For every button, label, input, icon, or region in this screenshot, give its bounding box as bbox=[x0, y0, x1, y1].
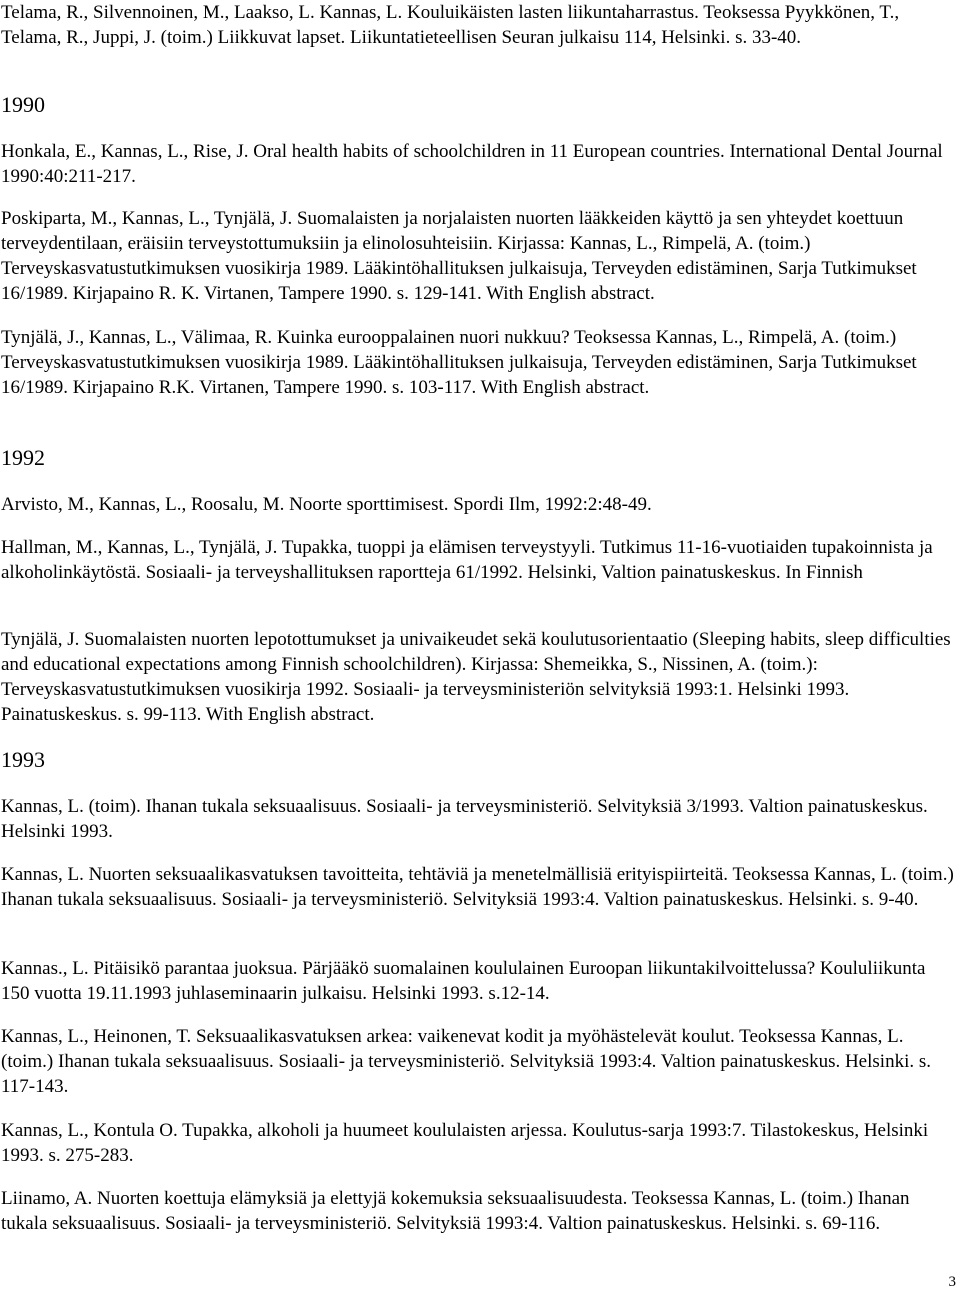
reference-entry: Arvisto, M., Kannas, L., Roosalu, M. Noorte sporttimisest. Spordi Ilm, 1992:2:48-49. bbox=[1, 494, 652, 515]
year-heading: 1993 bbox=[1, 747, 45, 772]
year-heading: 1990 bbox=[1, 92, 45, 117]
reference-entry: Hallman, M., Kannas, L., Tynjälä, J. Tupakka, tuoppi ja elämisen terveystyyli. Tutkimus 11-16-vuotiaiden tupakoinnista ja alkoholinkäytöstä. Sosiaali- ja terveyshallituksen raportteja 61/1992. Helsinki, Valtion painatuskeskus. In Finnish bbox=[1, 537, 933, 583]
reference-entry: Kannas, L., Heinonen, T. Seksuaalikasvatuksen arkea: vaikenevat kodit ja myöhästelevät koulut. Teoksessa Kannas, L. (toim.) Ihanan tukala seksuaalisuus. Sosiaali- ja terveysministeriö. Selvityksiä 1993:4. Valtion painatuskeskus. Helsinki. s. 117-143. bbox=[1, 1026, 931, 1097]
reference-entry: Telama, R., Silvennoinen, M., Laakso, L. Kannas, L. Kouluikäisten lasten liikuntaharrastus. Teoksessa Pyykkönen, T., Telama, R., Juppi, J. (toim.) Liikkuvat lapset. Liikuntatieteellisen Seuran julkaisu 114, Helsinki. s. 33-40. bbox=[1, 2, 900, 48]
reference-entry: Liinamo, A. Nuorten koettuja elämyksiä ja elettyjä kokemuksia seksuaalisuudesta. Teoksessa Kannas, L. (toim.) Ihanan tukala seksuaalisuus. Sosiaali- ja terveysministeriö. Selvityksiä 1993:4. Valtion painatuskeskus. Helsinki. s. 69-116. bbox=[1, 1188, 910, 1234]
reference-entry: Kannas., L. Pitäisikö parantaa juoksua. Pärjääkö suomalainen koululainen Euroopan liikuntakilvoittelussa? Koululiikunta 150 vuotta 19.11.1993 juhlaseminaarin julkaisu. Helsinki 1993. s.12-14. bbox=[1, 958, 926, 1004]
page-number: 3 bbox=[948, 1274, 956, 1290]
reference-entry: Kannas, L. (toim). Ihanan tukala seksuaalisuus. Sosiaali- ja terveysministeriö. Selvityksiä 3/1993. Valtion painatuskeskus. Helsinki 1993. bbox=[1, 796, 928, 842]
reference-entry: Poskiparta, M., Kannas, L., Tynjälä, J. Suomalaisten ja norjalaisten nuorten lääkkeiden käyttö ja sen yhteydet koettuun terveydentilaan, eräisiin terveystottumuksiin ja elinolosuhteisiin. Kirjassa: Kannas, L., Rimpelä, A. (toim.) Terveyskasvatustutkimuksen vuosikirja 1989. Lääkintöhallituksen julkaisuja, Terveyden edistäminen, Sarja Tutkimukset 16/1989. Kirjapaino R. K. Virtanen, Tampere 1990. s. 129-141. With English abstract. bbox=[1, 208, 917, 304]
reference-entry: Honkala, E., Kannas, L., Rise, J. Oral health habits of schoolchildren in 11 European countries. International Dental Journal 1990:40:211-217. bbox=[1, 141, 943, 187]
year-heading: 1992 bbox=[1, 445, 45, 470]
reference-entry: Kannas, L. Nuorten seksuaalikasvatuksen tavoitteita, tehtäviä ja menetelmällisiä erityispiirteitä. Teoksessa Kannas, L. (toim.) Ihanan tukala seksuaalisuus. Sosiaali- ja terveysministeriö. Selvityksiä 1993:4. Valtion painatuskeskus. Helsinki. s. 9-40. bbox=[1, 864, 954, 910]
reference-entry: Tynjälä, J. Suomalaisten nuorten lepotottumukset ja univaikeudet sekä koulutusorientaatio (Sleeping habits, sleep difficulties and educational expectations among Finnish schoolchildren). Kirjassa: Shemeikka, S., Nissinen, A. (toim.): Terveyskasvatustutkimuksen vuosikirja 1992. Sosiaali- ja terveysministeriön selvityksiä 1993:1. Helsinki 1993. Painatuskeskus. s. 99-113. With English abstract. bbox=[1, 629, 951, 725]
reference-entry: Tynjälä, J., Kannas, L., Välimaa, R. Kuinka eurooppalainen nuori nukkuu? Teoksessa Kannas, L., Rimpelä, A. (toim.) Terveyskasvatustutkimuksen vuosikirja 1989. Lääkintöhallituksen julkaisuja, Terveyden edistäminen, Sarja Tutkimukset 16/1989. Kirjapaino R.K. Virtanen, Tampere 1990. s. 103-117. With English abstract. bbox=[1, 327, 917, 398]
reference-entry: Kannas, L., Kontula O. Tupakka, alkoholi ja huumeet koululaisten arjessa. Koulutus-sarja 1993:7. Tilastokeskus, Helsinki 1993. s. 275-283. bbox=[1, 1120, 929, 1166]
